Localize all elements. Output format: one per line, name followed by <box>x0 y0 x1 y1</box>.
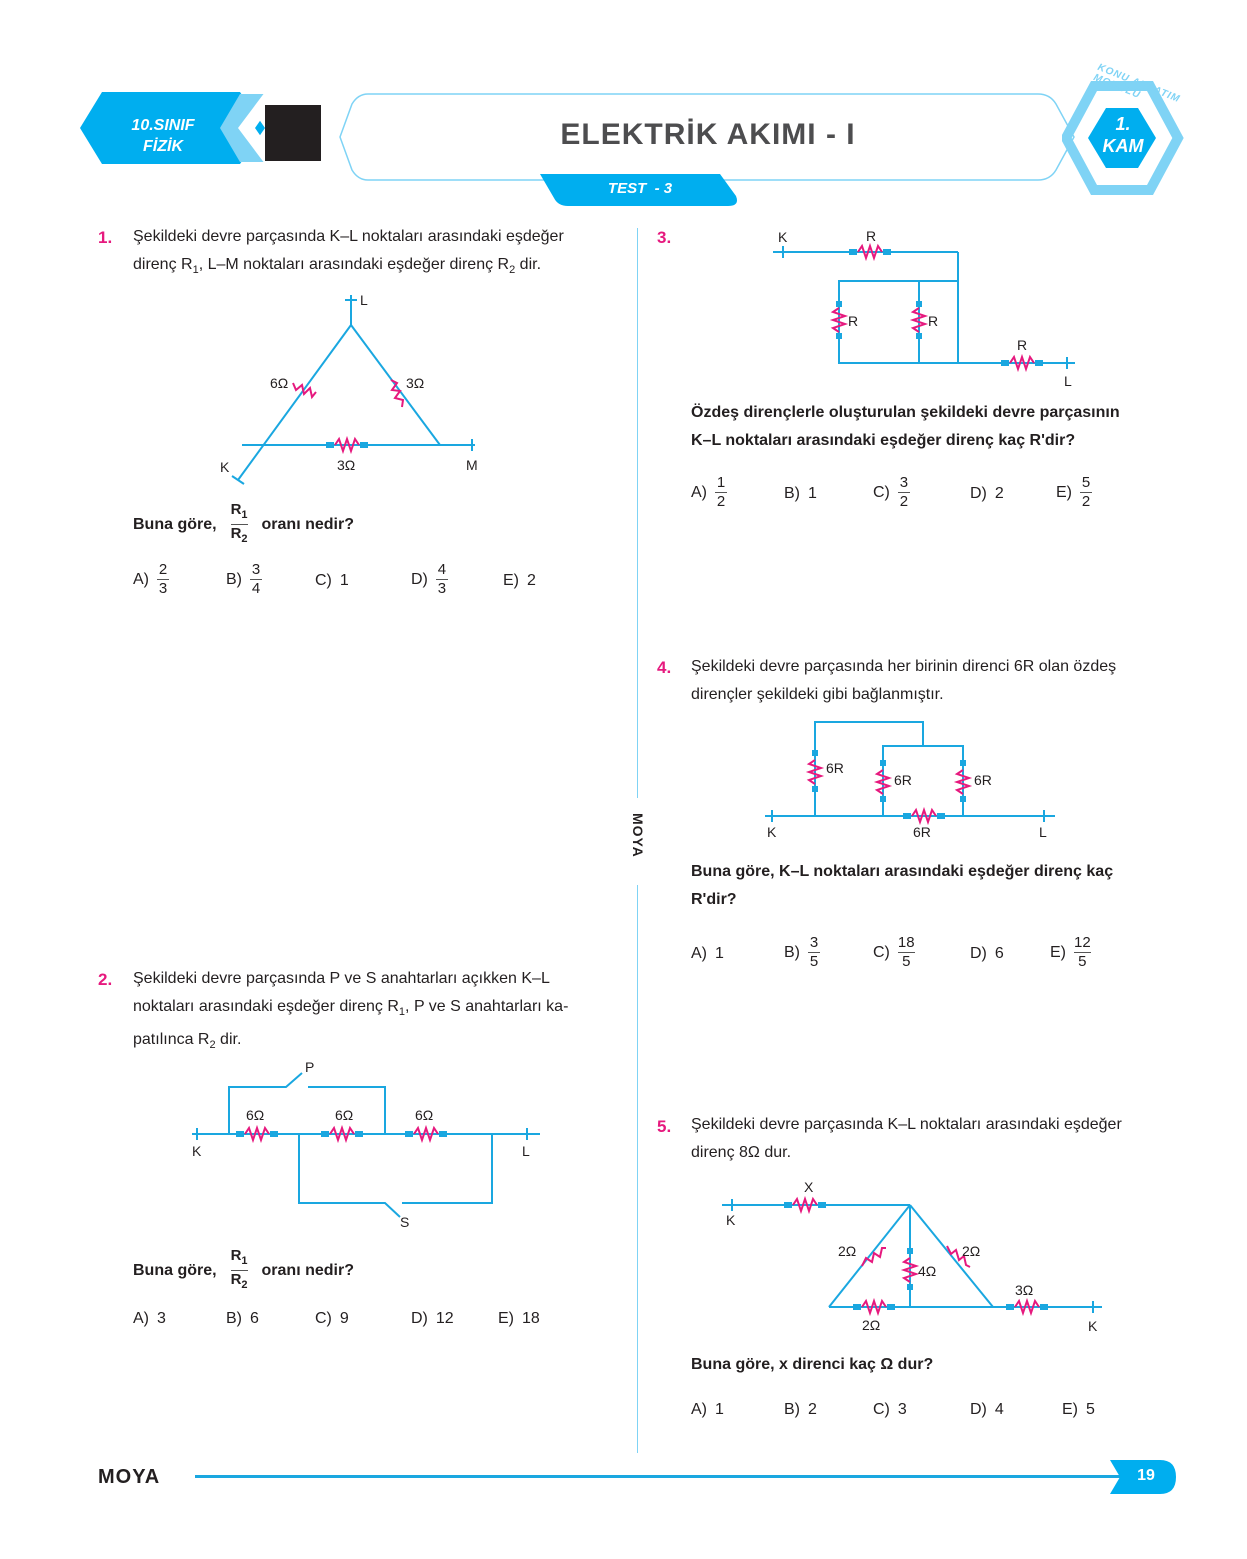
module-code: KAM <box>1102 136 1144 156</box>
question-text-line: direnç 8Ω dur. <box>691 1144 792 1161</box>
page-number: 19 <box>1137 1467 1155 1484</box>
label-6ohm: 6Ω <box>270 375 289 391</box>
label-X: X <box>804 1179 814 1195</box>
node-label-K-left: K <box>726 1212 736 1228</box>
brand-logo: MOYA <box>98 1466 161 1488</box>
question-text <box>691 653 1177 709</box>
option-a[interactable]: A) 1 <box>691 945 724 962</box>
page-title: ELEKTRİK AKIMI - I <box>560 118 856 151</box>
question-prompt: Buna göre, $\frac{R_1}{R_2}$ oranı nedir? <box>133 1247 354 1291</box>
label-6ohm-1: 6Ω <box>246 1107 265 1123</box>
node-label-L: L <box>1064 373 1072 389</box>
option-e[interactable]: E) $\frac{5}{2}$ <box>1056 474 1091 510</box>
label-4ohm: 4Ω <box>918 1263 937 1279</box>
test-label: TEST - 3 <box>607 180 673 197</box>
circuit-figure-5 <box>710 1170 1110 1340</box>
option-c[interactable]: C) 1 <box>315 572 349 589</box>
label-3ohm-bottom: 3Ω <box>337 457 356 473</box>
option-c[interactable]: C) $\frac{3}{2}$ <box>873 474 909 510</box>
grade-label <box>108 115 218 157</box>
label-2ohm-right: 2Ω <box>962 1243 981 1259</box>
option-d[interactable]: D) $\frac{4}{3}$ <box>411 561 447 597</box>
label-6R-4: 6R <box>913 824 931 840</box>
column-divider-bottom <box>637 885 638 1453</box>
label-2ohm-left: 2Ω <box>838 1243 857 1259</box>
question-number: 2. <box>98 970 113 989</box>
label-R-mid1: R <box>848 313 859 329</box>
question-number: 1. <box>98 228 113 247</box>
node-label-K: K <box>778 229 788 245</box>
node-label-K: K <box>192 1143 202 1159</box>
question-text-line: R'dir? <box>691 891 737 908</box>
circuit-figure-1 <box>210 290 510 485</box>
node-label-M: M <box>466 457 478 473</box>
label-3ohm-right: 3Ω <box>406 375 425 391</box>
question-text <box>691 1111 1177 1167</box>
question-text-line: Şekildeki devre parçasında K–L noktaları arasındaki eşdeğer <box>133 228 564 245</box>
question-prompt <box>691 858 1177 914</box>
question-text <box>133 965 619 1059</box>
question-text-line: Şekildeki devre parçasında her birinin direnci 6R olan özdeş <box>691 658 1117 675</box>
label-6ohm-3: 6Ω <box>415 1107 434 1123</box>
subject-text: FİZİK <box>143 138 183 155</box>
option-e[interactable]: E) 2 <box>503 572 536 589</box>
question-prompt: Buna göre, x direnci kaç Ω dur? <box>691 1356 934 1373</box>
question-text-line: patılınca $R_2$ dir. <box>133 1031 242 1052</box>
question-text-line: Özdeş dirençlerle oluşturulan şekildeki devre parçasının <box>691 404 1120 421</box>
question-prompt <box>691 399 1177 455</box>
option-d[interactable]: D) 6 <box>970 945 1004 962</box>
label-R-right: R <box>1017 337 1028 353</box>
option-a[interactable]: A) 3 <box>133 1310 166 1327</box>
option-b[interactable]: B) $\frac{3}{5}$ <box>784 934 819 970</box>
column-divider-top <box>637 228 638 798</box>
question-prompt: Buna göre, $\frac{R_1}{R_2}$ oranı nedir? <box>133 501 354 545</box>
question-text-line: dirençler şekildeki gibi bağlanmıştır. <box>691 686 944 703</box>
label-6R-2: 6R <box>894 772 912 788</box>
option-b[interactable]: B) $\frac{3}{4}$ <box>226 561 261 597</box>
option-e[interactable]: E) 5 <box>1062 1401 1095 1418</box>
label-R-top: R <box>866 228 877 244</box>
option-c[interactable]: C) 3 <box>873 1401 907 1418</box>
option-d[interactable]: D) 4 <box>970 1401 1004 1418</box>
option-e[interactable]: E) 18 <box>498 1310 540 1327</box>
circuit-figure-2 <box>180 1055 550 1235</box>
side-brand-logo: MOYA <box>630 813 646 858</box>
black-square <box>265 105 321 161</box>
switch-label-S: S <box>400 1214 410 1230</box>
question-text <box>133 223 619 284</box>
node-label-K-right: K <box>1088 1318 1098 1334</box>
label-3ohm: 3Ω <box>1015 1282 1034 1298</box>
question-text-line: Şekildeki devre parçasında K–L noktaları arasındaki eşdeğer <box>691 1116 1122 1133</box>
question-text-line: noktaları arasındaki eşdeğer direnç $R_1$, P ve S anahtarları ka- <box>133 998 569 1019</box>
node-label-L: L <box>1039 824 1047 840</box>
question-text-line: K–L noktaları arasındaki eşdeğer direnç kaç R'dir? <box>691 432 1076 449</box>
footer-line <box>195 1475 1125 1478</box>
module-arc-text: KONU ANLATIM MODÜLÜ <box>1091 62 1182 106</box>
node-label-K: K <box>220 459 230 475</box>
option-b[interactable]: B) 6 <box>226 1310 259 1327</box>
question-text-line: direnç $R_1$, L–M noktaları arasındaki eşdeğer direnç $R_2$ dir. <box>133 256 542 277</box>
circuit-figure-4 <box>750 710 1070 845</box>
switch-label-P: P <box>305 1059 315 1075</box>
module-number: 1. <box>1115 114 1131 134</box>
node-label-K: K <box>767 824 777 840</box>
circuit-figure-3 <box>765 225 1095 390</box>
option-c[interactable]: C) 9 <box>315 1310 349 1327</box>
label-6ohm-2: 6Ω <box>335 1107 354 1123</box>
label-R-mid2: R <box>928 313 939 329</box>
option-b[interactable]: B) 2 <box>784 1401 817 1418</box>
question-text-line: Şekildeki devre parçasında P ve S anahtarları açıkken K–L <box>133 970 550 987</box>
option-c[interactable]: C) $\frac{18}{5}$ <box>873 934 915 970</box>
option-b[interactable]: B) 1 <box>784 485 817 502</box>
question-number: 5. <box>657 1117 672 1136</box>
option-a[interactable]: A) 1 <box>691 1401 724 1418</box>
option-d[interactable]: D) 2 <box>970 485 1004 502</box>
node-label-L: L <box>522 1143 530 1159</box>
option-e[interactable]: E) $\frac{12}{5}$ <box>1050 934 1091 970</box>
label-6R-3: 6R <box>974 772 992 788</box>
question-text-line: Buna göre, K–L noktaları arasındaki eşdeğer direnç kaç <box>691 863 1114 880</box>
option-a[interactable]: A) $\frac{1}{2}$ <box>691 474 726 510</box>
question-number: 4. <box>657 658 672 677</box>
label-2ohm-bottom: 2Ω <box>862 1317 881 1333</box>
option-d[interactable]: D) 12 <box>411 1310 454 1327</box>
question-number: 3. <box>657 228 672 247</box>
option-a[interactable]: A) $\frac{2}{3}$ <box>133 561 168 597</box>
label-6R-1: 6R <box>826 760 844 776</box>
grade-text: 10.SINIF <box>131 117 195 134</box>
node-label-L: L <box>360 292 368 308</box>
module-label <box>1088 113 1158 157</box>
